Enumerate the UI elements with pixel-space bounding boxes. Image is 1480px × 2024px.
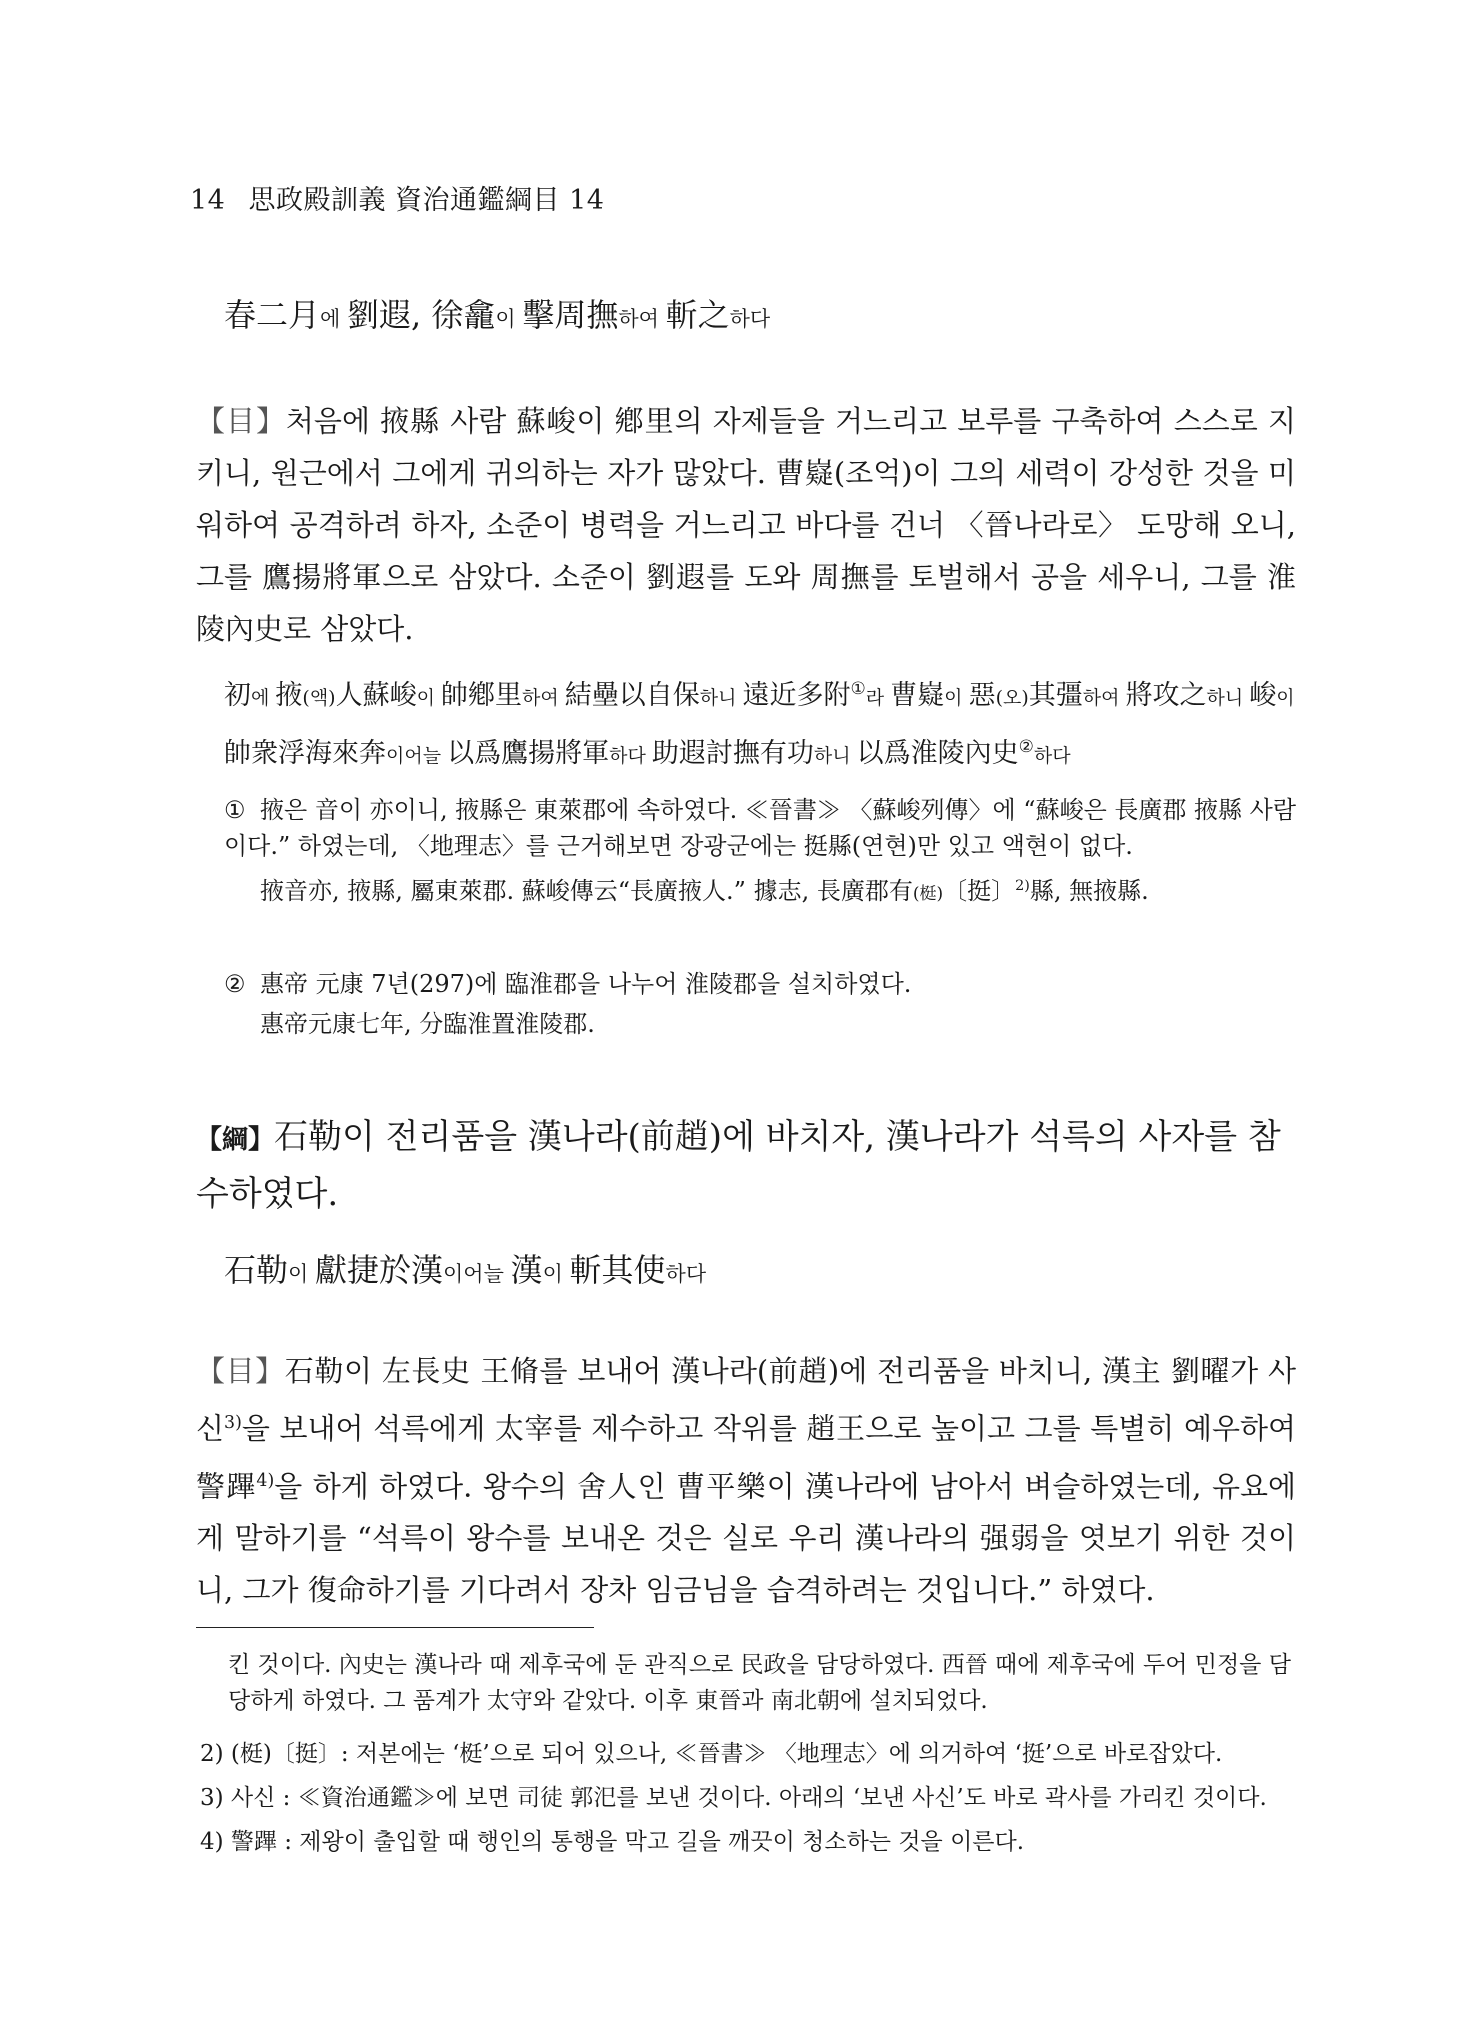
note-original: 掖音亦, 掖縣, 屬東萊郡. 蘇峻傳云“長廣掖人.” 據志, 長廣郡有(梃)〔挺〕$^{2)}$縣, 無掖縣. (260, 877, 1149, 905)
annotation-note-1: ① 掖은 音이 亦이니, 掖縣은 東萊郡에 속하였다. ≪晉書≫ 〈蘇峻列傳〉에 “蘇峻은 長廣郡 掖縣 사람이다.” 하였는데, 〈地理志〉를 근거해보면 장광군에는 挺縣(연현)만 있고 액현이 없다. 掖音亦, 掖縣, 屬東萊郡. 蘇峻傳云“長廣掖人.” 據志, 長廣郡有(梃)〔挺〕$^{2)}$縣, 無掖縣. (224, 792, 1298, 912)
gang-label: 【綱】 (196, 1125, 275, 1155)
footnote-3: 3) 사신 : ≪資治通鑑≫에 보면 司徒 郭汜를 보낸 것이다. 아래의 ‘보낸 사신’도 바로 곽사를 가리킨 것이다. (200, 1785, 1267, 1811)
heading-text: 擊周撫 (522, 296, 619, 334)
note-marker: ② (1018, 737, 1034, 757)
mok-paragraph-1 (196, 395, 1296, 655)
gang-text: 石勒이 전리품을 漢나라(前趙)에 바치자, 漢나라가 석륵의 사자를 참수하였다. (196, 1117, 1281, 1214)
classical-heading-1 (224, 290, 1324, 336)
note-original: 惠帝元康七年, 分臨淮置淮陵郡. (260, 1010, 595, 1038)
running-header (190, 178, 604, 217)
mok-label: 【目】 (196, 404, 286, 438)
note-marker: ① (850, 679, 866, 699)
footnote-continuation: 킨 것이다. 內史는 漢나라 때 제후국에 둔 관직으로 民政을 담당하였다. 西晉 때에 제후국에 두어 민정을 담당하게 하였다. 그 품계가 太守와 같았다. 이후 東晉과 南北朝에 설치되었다. (228, 1652, 1291, 1714)
mok-paragraph-2: 【目】石勒이 左長史 王脩를 보내어 漢나라(前趙)에 전리품을 바치니, 漢主 劉曜가 사신$^{3)}$을 보내어 석륵에게 太宰를 제수하고 작위를 趙王으로 높이고 그를 특별히 예우하여 警蹕$^{4)}$을 하게 하였다. 왕수의 舍人인 曹平樂이 漢나라에 남아서 벼슬하였는데, 유요에게 말하기를 “석륵이 왕수를 보내온 것은 실로 우리 漢나라의 强弱을 엿보기 위한 것이니, 그가 復命하기를 기다려서 장차 임금님을 습격하려는 것입니다.” 하였다. (196, 1354, 1296, 1608)
heading-text: 斬之 (665, 296, 730, 334)
mok-text: 처음에 掖縣 사람 蘇峻이 鄕里의 자제들을 거느리고 보루를 구축하여 스스로 지키니, 원근에서 그에게 귀의하는 자가 많았다. 曹嶷(조억)이 그의 세력이 강성한 것을 미워하여 공격하려 하자, 소준이 병력을 거느리고 바다를 건너 〈晉나라로〉 도망해 오니, 그를 鷹揚將軍으로 삼았다. 소준이 劉遐를 도와 周撫를 토벌해서 공을 세우니, 그를 淮陵內史로 삼았다. (196, 404, 1296, 646)
heading-text: 春二月 (224, 296, 321, 334)
footnote-4: 4) 警蹕 : 제왕이 출입할 때 행인의 통행을 막고 길을 깨끗이 청소하는 것을 이른다. (200, 1829, 1025, 1855)
book-title: 思政殿訓義 資治通鑑綱目 14 (248, 185, 605, 216)
heading-particle: 에 (320, 307, 347, 331)
note-text: 惠帝 元康 7년(297)에 臨淮郡을 나누어 淮陵郡을 설치하였다. (260, 970, 912, 998)
mok-label: 【目】 (196, 1354, 285, 1388)
heading-particle: 이 (495, 307, 523, 331)
page-number: 14 (190, 185, 226, 216)
original-text-1: 初에 掖(액)人蘇峻이 帥鄕里하여 結壘以自保하니 遠近多附①라 曹嶷이 惡(오)其彊하여 將攻之하니 峻이 帥衆浮海來奔이어늘 以爲鷹揚將軍하다 助遐討撫有功하니 以爲淮陵內史②하다 (224, 679, 1295, 769)
footnote-2: 2) (梃)〔挺〕: 저본에는 ‘梃’으로 되어 있으나, ≪晉書≫ 〈地理志〉에 의거하여 ‘挺’으로 바로잡았다. (200, 1741, 1223, 1767)
footnote-ref: 4) (256, 1470, 275, 1491)
footnote-rule (196, 1627, 594, 1628)
footnote-ref: 3) (224, 1413, 242, 1433)
heading-particle: 하다 (729, 307, 771, 331)
heading-particle: 하여 (618, 307, 666, 331)
note-text: 掖은 音이 亦이니, 掖縣은 東萊郡에 속하였다. ≪晉書≫ 〈蘇峻列傳〉에 “蘇峻은 長廣郡 掖縣 사람이다.” 하였는데, 〈地理志〉를 근거해보면 장광군에는 挺縣(연현)만 있고 액현이 없다. (224, 796, 1297, 860)
heading-text: 劉遐, 徐龕 (346, 296, 496, 334)
classical-heading-2: 石勒이 獻捷於漢이어늘 漢이 斬其使하다 (224, 1251, 707, 1289)
annotation-note-2: ② 惠帝 元康 7년(297)에 臨淮郡을 나누어 淮陵郡을 설치하였다. 惠帝元康七年, 分臨淮置淮陵郡. (224, 966, 1298, 1042)
gang-heading (196, 1110, 1296, 1221)
